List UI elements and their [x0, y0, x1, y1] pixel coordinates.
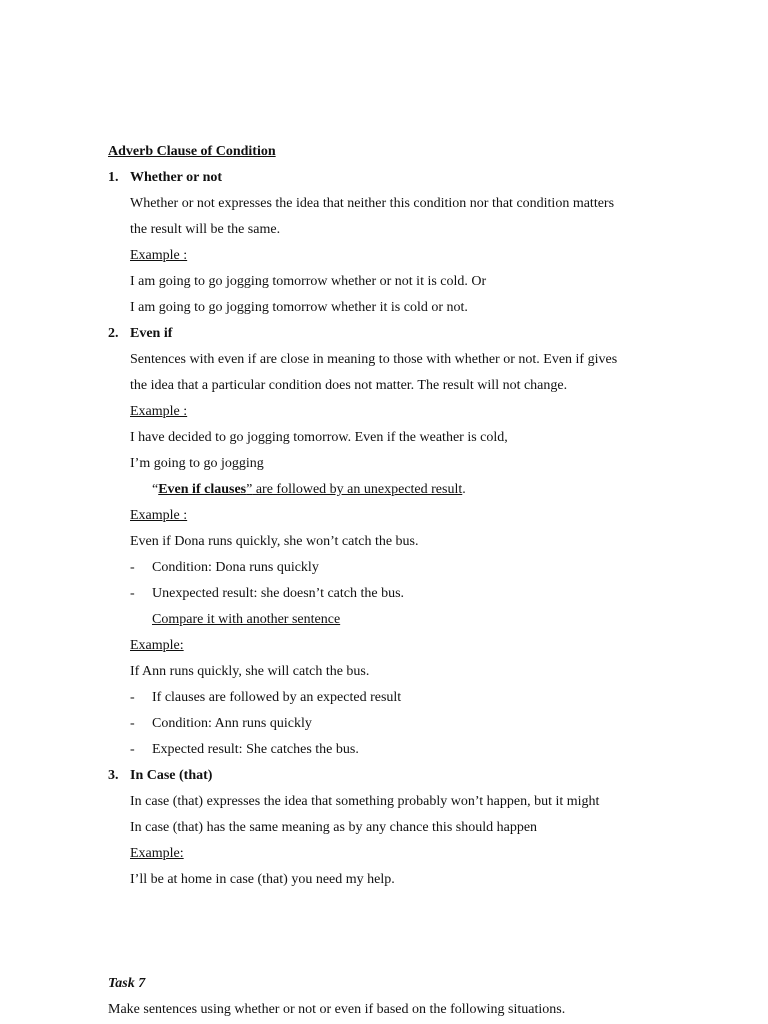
section-2-example2-label: Example : — [130, 508, 188, 523]
section-1-example-sentence: I am going to go jogging tomorrow whether it is cold or not. — [130, 300, 468, 315]
section-3-heading: In Case (that) — [130, 768, 213, 783]
section-2-number: 2. — [108, 326, 119, 341]
note-rest: are followed by an unexpected result — [252, 482, 463, 497]
bullet-dash: - — [130, 560, 135, 575]
section-2-text-line: the idea that a particular condition does not matter. The result will not change. — [130, 378, 568, 393]
document-title: Adverb Clause of Condition — [108, 144, 276, 159]
compare-note: Compare it with another sentence — [152, 612, 341, 627]
note-even-if-clauses: Even if clauses — [158, 482, 247, 497]
bullet-item: Unexpected result: she doesn’t catch the bus. — [152, 586, 405, 601]
section-2-example-sentence: I have decided to go jogging tomorrow. Even if the weather is cold, — [130, 430, 508, 445]
section-3-example-label: Example: — [130, 846, 184, 861]
bullet-item: Expected result: She catches the bus. — [152, 742, 359, 757]
section-2-heading: Even if — [130, 326, 173, 341]
note-quote-open: “ — [152, 482, 159, 497]
bullet-dash: - — [130, 690, 135, 705]
section-2-example3-sentence: If Ann runs quickly, she will catch the bus. — [130, 664, 370, 679]
bullet-item: If clauses are followed by an expected result — [152, 690, 402, 705]
section-2-example-label: Example : — [130, 404, 188, 419]
bullet-item: Condition: Ann runs quickly — [152, 716, 312, 731]
section-1-number: 1. — [108, 170, 119, 185]
section-1-example-label: Example : — [130, 248, 188, 263]
note-end: . — [462, 482, 466, 497]
section-2-text-line: Sentences with even if are close in meaning to those with whether or not. Even if gives — [130, 352, 618, 367]
bullet-item: Condition: Dona runs quickly — [152, 560, 319, 575]
bullet-dash: - — [130, 742, 135, 757]
section-1-heading: Whether or not — [130, 170, 223, 185]
even-if-note — [152, 481, 466, 499]
task-title: Task 7 — [108, 976, 146, 991]
section-1-text-line: the result will be the same. — [130, 222, 281, 237]
bullet-dash: - — [130, 586, 135, 601]
section-3-example-sentence: I’ll be at home in case (that) you need my help. — [130, 872, 395, 887]
section-3-text-line: In case (that) expresses the idea that something probably won’t happen, but it might — [130, 794, 600, 809]
section-2-example-sentence: I’m going to go jogging — [130, 456, 264, 471]
note-quote-close: ” — [246, 482, 253, 497]
task-instruction: Make sentences using whether or not or even if based on the following situations. — [108, 1002, 566, 1017]
section-1-text-line: Whether or not expresses the idea that neither this condition nor that condition matters — [130, 196, 615, 211]
bullet-dash: - — [130, 716, 135, 731]
section-2-example3-label: Example: — [130, 638, 184, 653]
section-2-example2-sentence: Even if Dona runs quickly, she won’t catch the bus. — [130, 534, 419, 549]
section-1-example-sentence: I am going to go jogging tomorrow whether or not it is cold. Or — [130, 274, 487, 289]
section-3-text-line: In case (that) has the same meaning as by any chance this should happen — [130, 820, 538, 835]
section-3-number: 3. — [108, 768, 119, 783]
